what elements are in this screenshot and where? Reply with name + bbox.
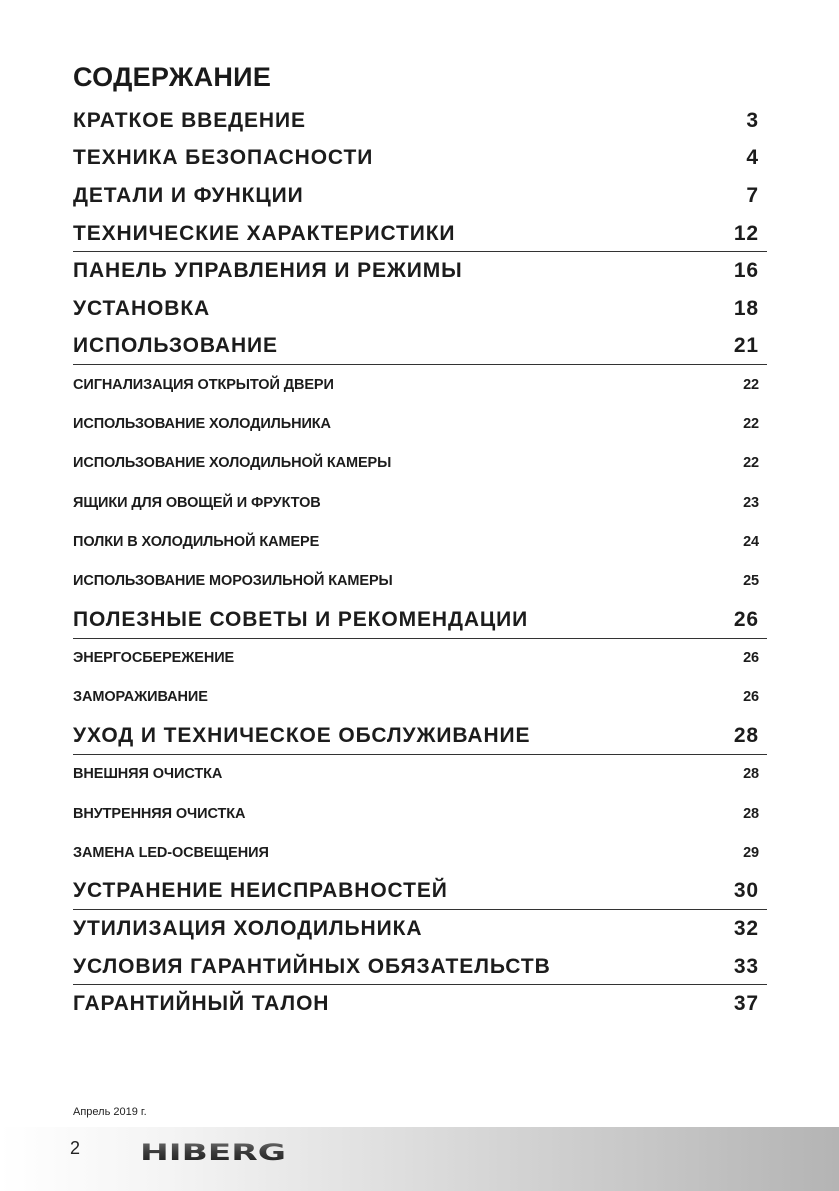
- toc-entry-title: ДЕТАЛИ И ФУНКЦИИ: [73, 183, 304, 207]
- toc-entry-page: 37: [733, 992, 759, 1016]
- toc-entry-page: 30: [733, 879, 759, 903]
- toc-subentry-page: 23: [743, 494, 759, 511]
- toc-entry-title: ГАРАНТИЙНЫЙ ТАЛОН: [73, 992, 330, 1016]
- toc-subentry[interactable]: [73, 794, 767, 833]
- page-number: 2: [70, 1138, 81, 1158]
- toc-entry-title: УСТРАНЕНИЕ НЕИСПРАВНОСТЕЙ: [73, 879, 448, 903]
- page-title: СОДЕРЖАНИЕ: [73, 62, 272, 92]
- toc-subentry[interactable]: [73, 562, 767, 601]
- footer-band: [0, 1127, 839, 1191]
- toc-subentry-title: ИСПОЛЬЗОВАНИЕ ХОЛОДИЛЬНОЙ КАМЕРЫ: [73, 455, 392, 472]
- toc-entry[interactable]: [73, 948, 767, 986]
- toc-subentry[interactable]: [73, 639, 767, 678]
- toc-entry[interactable]: [73, 910, 767, 948]
- toc-subentry[interactable]: [73, 755, 767, 794]
- toc-subentry-title: ПОЛКИ В ХОЛОДИЛЬНОЙ КАМЕРЕ: [73, 533, 320, 550]
- toc-entry[interactable]: [73, 102, 767, 140]
- toc-entry-page: 16: [733, 259, 759, 283]
- publication-date: Апрель 2019 г.: [73, 1106, 147, 1118]
- toc-entry-title: ТЕХНИЧЕСКИЕ ХАРАКТЕРИСТИКИ: [73, 221, 456, 245]
- toc-entry-title: УХОД И ТЕХНИЧЕСКОЕ ОБСЛУЖИВАНИЕ: [73, 723, 531, 747]
- toc-subentry-title: ЗАМОРАЖИВАНИЕ: [73, 689, 208, 706]
- toc-subentry-title: ВНЕШНЯЯ ОЧИСТКА: [73, 766, 223, 783]
- toc-subentry[interactable]: [73, 444, 767, 483]
- toc-entry[interactable]: [73, 328, 767, 366]
- hiberg-logo-text: HIBERG: [140, 1141, 286, 1165]
- toc-entry-title: ИСПОЛЬЗОВАНИЕ: [73, 334, 278, 358]
- toc-entry[interactable]: [73, 985, 767, 1023]
- toc-subentry-page: 28: [743, 805, 759, 822]
- toc-entry-title: УТИЛИЗАЦИЯ ХОЛОДИЛЬНИКА: [73, 917, 423, 940]
- toc-entry-page: 28: [733, 723, 759, 747]
- toc-entry-title: ТЕХНИКА БЕЗОПАСНОСТИ: [73, 146, 374, 170]
- toc-entry-page: 12: [733, 221, 759, 245]
- table-of-contents: [73, 102, 767, 1023]
- toc-subentry-page: 26: [743, 650, 759, 667]
- hiberg-logo: [140, 1139, 290, 1165]
- toc-subentry-title: ИСПОЛЬЗОВАНИЕ ХОЛОДИЛЬНИКА: [73, 416, 331, 433]
- toc-entry[interactable]: [73, 601, 767, 639]
- toc-subentry-page: 29: [743, 844, 759, 861]
- toc-subentry-page: 28: [743, 766, 759, 783]
- toc-subentry-title: СИГНАЛИЗАЦИЯ ОТКРЫТОЙ ДВЕРИ: [73, 376, 334, 393]
- toc-entry-page: 32: [733, 917, 759, 940]
- toc-subentry-title: ЯЩИКИ ДЛЯ ОВОЩЕЙ И ФРУКТОВ: [73, 494, 321, 511]
- toc-entry[interactable]: [73, 177, 767, 215]
- toc-subentry[interactable]: [73, 483, 767, 522]
- toc-subentry-page: 22: [743, 376, 759, 393]
- toc-entry[interactable]: [73, 252, 767, 290]
- toc-entry-page: 18: [733, 296, 759, 320]
- toc-subentry-title: ЗАМЕНА LED-ОСВЕЩЕНИЯ: [73, 844, 269, 861]
- toc-entry-page: 33: [733, 954, 759, 978]
- toc-entry-page: 4: [746, 146, 759, 170]
- toc-entry-page: 7: [746, 183, 759, 207]
- toc-entry-title: ПАНЕЛЬ УПРАВЛЕНИЯ И РЕЖИМЫ: [73, 259, 463, 283]
- toc-entry-title: КРАТКОЕ ВВЕДЕНИЕ: [73, 108, 306, 132]
- toc-subentry[interactable]: [73, 365, 767, 404]
- toc-entry[interactable]: [73, 873, 767, 911]
- toc-entry-page: 3: [746, 108, 759, 132]
- toc-subentry[interactable]: [73, 678, 767, 717]
- toc-subentry-title: ВНУТРЕННЯЯ ОЧИСТКА: [73, 805, 246, 822]
- toc-entry-title: ПОЛЕЗНЫЕ СОВЕТЫ И РЕКОМЕНДАЦИИ: [73, 607, 529, 631]
- toc-subentry[interactable]: [73, 404, 767, 443]
- toc-entry[interactable]: [73, 140, 767, 178]
- toc-entry-page: 21: [733, 334, 759, 358]
- toc-subentry-title: ИСПОЛЬЗОВАНИЕ МОРОЗИЛЬНОЙ КАМЕРЫ: [73, 573, 393, 590]
- toc-subentry-page: 25: [743, 573, 759, 590]
- toc-entry[interactable]: [73, 717, 767, 755]
- toc-entry[interactable]: [73, 215, 767, 253]
- toc-entry[interactable]: [73, 290, 767, 328]
- toc-subentry-title: ЭНЕРГОСБЕРЕЖЕНИЕ: [73, 650, 235, 667]
- toc-entry-page: 26: [733, 607, 759, 631]
- toc-subentry-page: 22: [743, 416, 759, 433]
- toc-subentry[interactable]: [73, 833, 767, 872]
- toc-entry-title: УСЛОВИЯ ГАРАНТИЙНЫХ ОБЯЗАТЕЛЬСТВ: [73, 954, 551, 978]
- toc-subentry-page: 24: [743, 533, 759, 550]
- toc-subentry-page: 22: [743, 455, 759, 472]
- toc-entry-title: УСТАНОВКА: [73, 296, 211, 320]
- toc-subentry[interactable]: [73, 522, 767, 561]
- toc-subentry-page: 26: [743, 689, 759, 706]
